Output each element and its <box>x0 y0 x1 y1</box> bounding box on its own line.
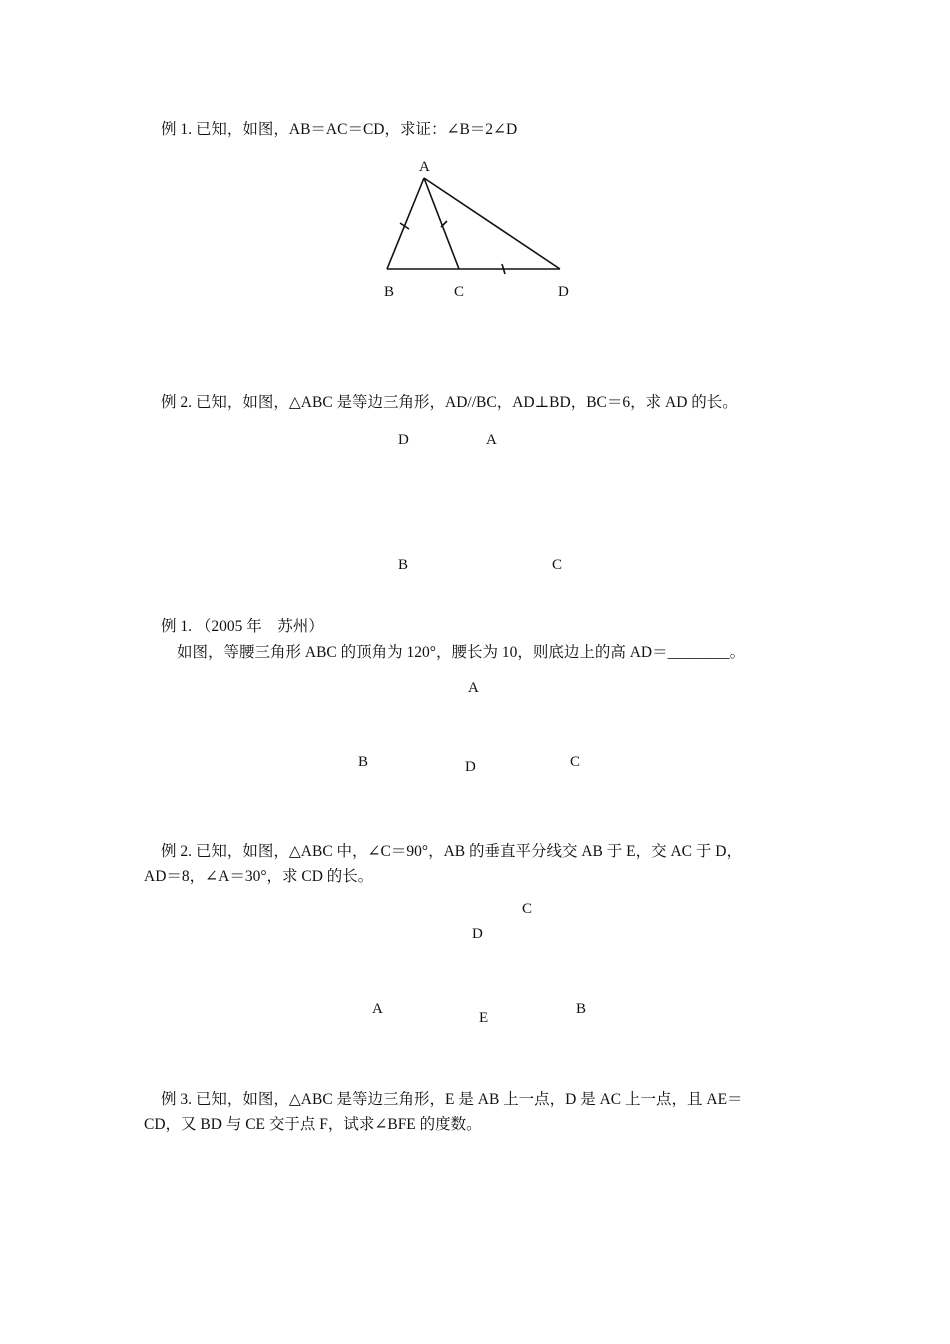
vertex-label-e: E <box>479 1010 489 1026</box>
problem-3-heading: 例 1. （2005 年 苏州） <box>161 618 324 635</box>
problem-4-statement-line-2: AD＝8，∠A＝30°，求 CD 的长。 <box>144 868 374 885</box>
vertex-label-a: A <box>419 159 430 175</box>
segment-ab <box>387 178 424 269</box>
vertex-label-b: B <box>384 284 395 300</box>
vertex-label-b: B <box>358 754 369 770</box>
problem-4-statement-line-1: 例 2. 已知，如图，△ABC 中，∠C＝90°，AB 的垂直平分线交 AB 于 E，交 AC 于 D， <box>161 843 742 860</box>
vertex-label-d: D <box>398 432 409 448</box>
vertex-label-d: D <box>472 926 483 942</box>
vertex-label-a: A <box>372 1001 383 1017</box>
vertex-label-c: C <box>454 284 465 300</box>
vertex-label-c: C <box>552 557 563 573</box>
vertex-label-d: D <box>465 759 476 775</box>
vertex-label-b: B <box>576 1001 587 1017</box>
problem-5-statement-line-1: 例 3. 已知，如图，△ABC 是等边三角形，E 是 AB 上一点，D 是 AC 上一点，且 AE＝ <box>161 1091 743 1108</box>
vertex-label-a: A <box>486 432 497 448</box>
vertex-label-c: C <box>570 754 581 770</box>
problem-2-statement: 例 2. 已知，如图，△ABC 是等边三角形，AD//BC，AD⊥BD，BC＝6，求 AD 的长。 <box>161 394 738 411</box>
vertex-label-a: A <box>468 680 479 696</box>
vertex-label-c: C <box>522 901 533 917</box>
vertex-label-b: B <box>398 557 409 573</box>
problem-5-statement-line-2: CD，又 BD 与 CE 交于点 F，试求∠BFE 的度数。 <box>144 1116 482 1133</box>
vertex-label-d: D <box>558 284 569 300</box>
problem-1-statement: 例 1. 已知，如图，AB＝AC＝CD，求证：∠B＝2∠D <box>161 121 518 138</box>
segment-ac <box>424 178 459 269</box>
problem-3-statement: 如图，等腰三角形 ABC 的顶角为 120°，腰长为 10，则底边上的高 AD＝________。 <box>177 644 746 661</box>
